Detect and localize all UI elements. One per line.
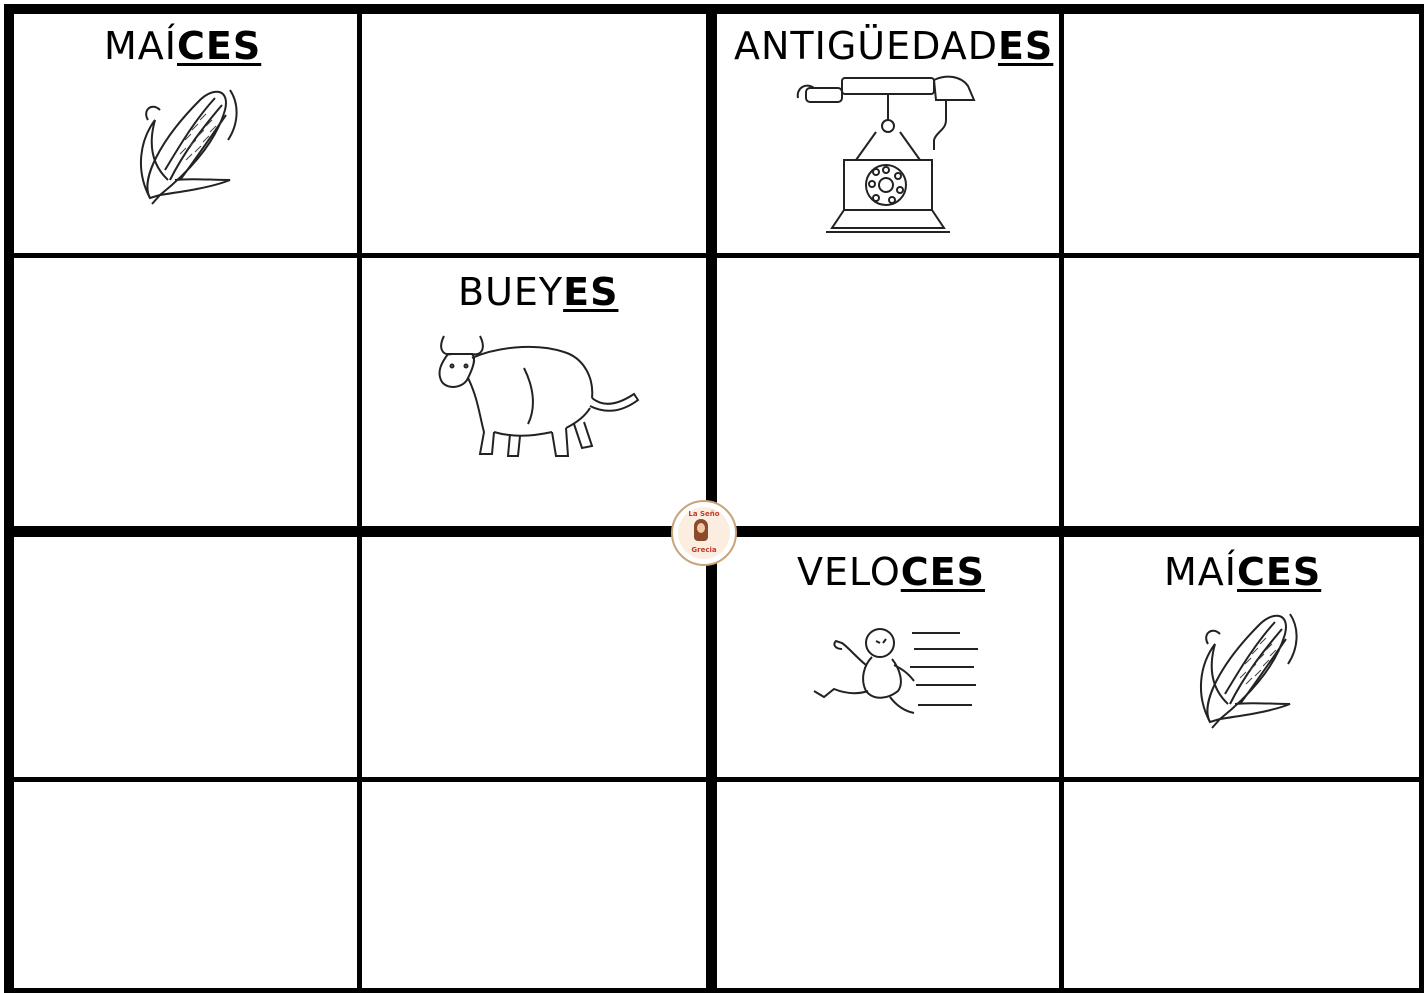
word-suffix: CES	[900, 550, 985, 594]
word-suffix: ES	[563, 270, 619, 314]
word-antiguedades	[734, 24, 1053, 68]
telephone-icon	[796, 70, 981, 236]
ox-icon	[424, 328, 642, 468]
grid-line-h3	[14, 777, 1424, 782]
word-base: MAÍ	[1164, 550, 1237, 594]
grid-line-h4	[14, 988, 1424, 993]
word-maices-bottom	[1164, 550, 1321, 594]
word-suffix: ES	[997, 24, 1054, 68]
word-suffix: CES	[1237, 550, 1322, 594]
author-logo	[671, 500, 737, 566]
corn-icon	[1190, 604, 1310, 729]
grid-border-left	[4, 4, 14, 993]
logo-bottom-text: Grecia	[691, 546, 717, 554]
logo-top-text: La Seño	[688, 510, 720, 518]
grid-line-h1	[14, 253, 1424, 258]
word-base: BUEY	[458, 270, 564, 314]
grid-line-v1	[357, 14, 362, 993]
word-maices-top	[104, 24, 261, 68]
running-man-icon	[806, 625, 982, 719]
word-veloces	[797, 550, 985, 594]
logo-face	[697, 523, 705, 533]
grid-line-v3	[1059, 14, 1064, 993]
corn-icon	[130, 80, 250, 205]
word-suffix: CES	[177, 24, 262, 68]
word-base: ANTIGÜEDAD	[734, 24, 998, 68]
word-base: MAÍ	[104, 24, 177, 68]
grid-line-v4	[1419, 14, 1424, 993]
word-base: VELO	[797, 550, 901, 594]
grid-border-top	[4, 4, 1424, 14]
word-bueyes	[458, 270, 618, 314]
